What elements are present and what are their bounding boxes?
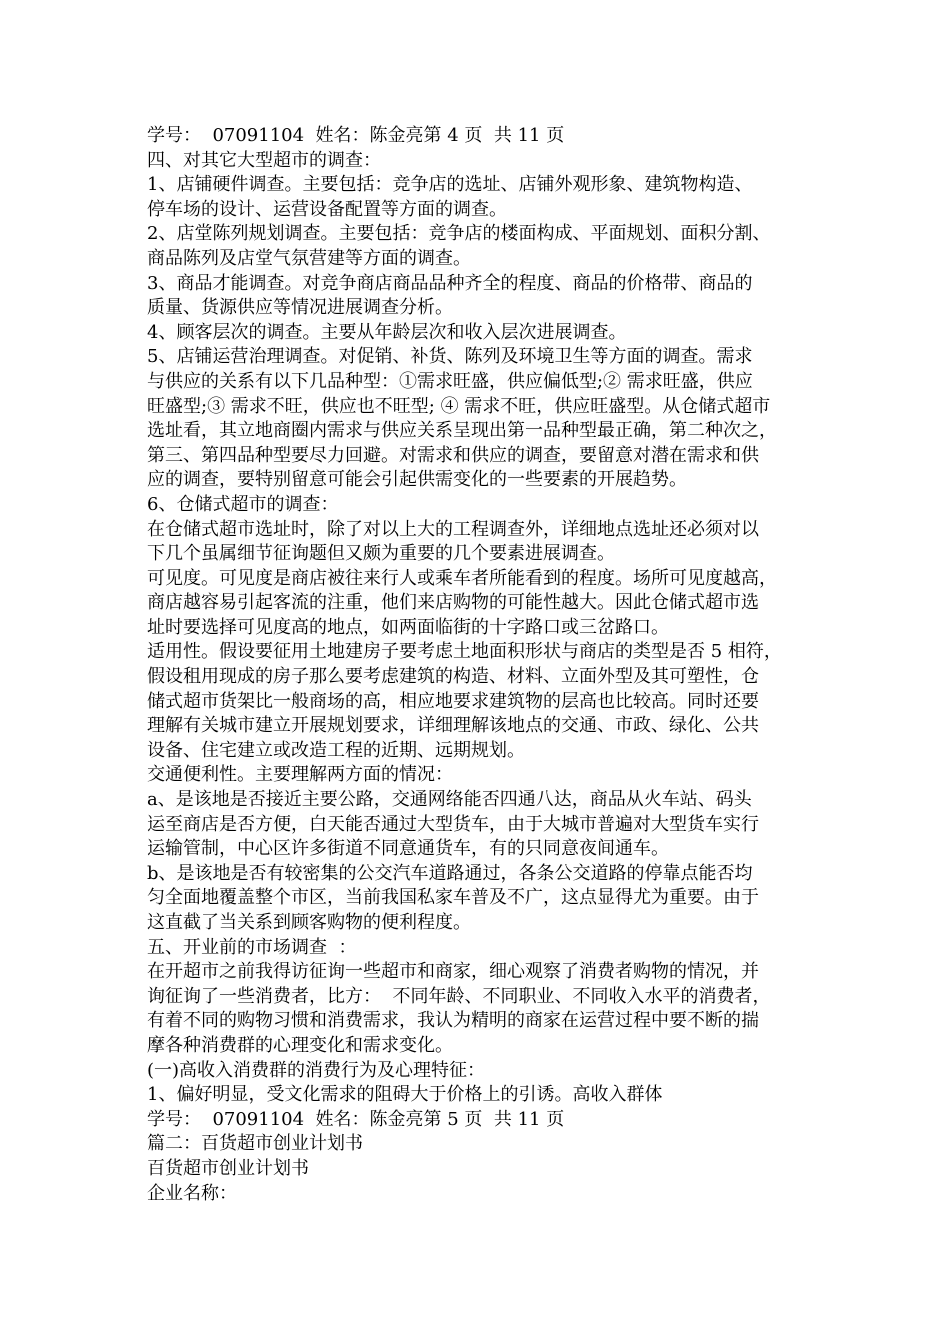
text-line: 3、商品才能调查。对竞争商店商品品种齐全的程度、商品的价格带、商品的 xyxy=(147,272,753,294)
text-line: 假设租用现成的房子那么要考虑建筑的构造、材料、立面外型及其可塑性，仓 xyxy=(147,666,759,688)
text-line: 1、偏好明显，受文化需求的阻碍大于价格上的引诱。高收入群体 xyxy=(147,1084,663,1106)
text-line: 选址看，其立地商圈内需求与供应关系呈现出第一品种型最正确，第二种次之， xyxy=(147,420,777,442)
text-line: 应的调查，要特别留意可能会引起供需变化的一些要素的开展趋势。 xyxy=(147,469,687,491)
text-line: 摩各种消费群的心理变化和需求变化。 xyxy=(147,1034,453,1056)
text-line: 2、店堂陈列规划调查。主要包括：竞争店的楼面构成、平面规划、面积分割、 xyxy=(147,223,771,245)
text-line: 质量、货源供应等情况进展调查分析。 xyxy=(147,297,453,319)
text-line: 5、店铺运营治理调查。对促销、补货、陈列及环境卫生等方面的调查。需求 xyxy=(147,346,753,368)
text-line: b、是该地是否有较密集的公交汽车道路通过，各条公交道路的停靠点能否均 xyxy=(147,862,753,884)
text-line: 篇二：百货超市创业计划书 xyxy=(147,1133,363,1155)
text-line: a、是该地是否接近主要公路，交通网络能否四通八达，商品从火车站、码头 xyxy=(147,789,752,811)
text-line: 储式超市货架比一般商场的高，相应地要求建筑物的层高也比较高。同时还要 xyxy=(147,690,759,712)
text-line: 运输管制，中心区许多街道不同意通货车，有的只同意夜间通车。 xyxy=(147,838,669,860)
text-line: 在开超市之前我得访征询一些超市和商家，细心观察了消费者购物的情况，并 xyxy=(147,961,759,983)
text-line: 询征询了一些消费者，比方： 不同年龄、不同职业、不同收入水平的消费者， xyxy=(147,985,771,1007)
text-line: 学号： 07091104 姓名：陈金亮第 4 页 共 11 页 xyxy=(147,125,565,146)
text-line: 下几个虽属细节征询题但又颇为重要的几个要素进展调查。 xyxy=(147,543,615,565)
text-line: (一)高收入消费群的消费行为及心理特征： xyxy=(147,1059,486,1081)
text-line: 这直截了当关系到顾客购物的便利程度。 xyxy=(147,912,471,933)
text-line: 有着不同的购物习惯和消费需求，我认为精明的商家在运营过程中要不断的揣 xyxy=(147,1010,759,1032)
text-line: 运至商店是否方便，白天能否通过大型货车，由于大城市普遍对大型货车实行 xyxy=(147,813,759,835)
text-line: 与供应的关系有以下几品种型：①需求旺盛，供应偏低型;② 需求旺盛，供应 xyxy=(147,370,753,392)
text-line: 适用性。假设要征用土地建房子要考虑土地面积形状与商店的类型是否 5 相符， xyxy=(147,641,782,663)
text-line: 停车场的设计、运营设备配置等方面的调查。 xyxy=(147,198,507,220)
text-line: 商店越容易引起客流的注重，他们来店购物的可能性越大。因此仓储式超市选 xyxy=(147,592,759,614)
text-line: 在仓储式超市选址时，除了对以上大的工程调查外，详细地点选址还必须对以 xyxy=(147,518,759,540)
text-line: 址时要选择可见度高的地点，如两面临街的十字路口或三岔路口。 xyxy=(147,616,669,638)
text-line: 6、仓储式超市的调查： xyxy=(147,493,339,515)
text-line: 五、开业前的市场调查 ： xyxy=(147,936,357,958)
text-line: 匀全面地覆盖整个市区，当前我国私家车普及不广，这点显得尤为重要。由于 xyxy=(147,887,759,909)
text-line: 四、对其它大型超市的调查： xyxy=(147,149,381,171)
text-line: 1、店铺硬件调查。主要包括：竞争店的选址、店铺外观形象、建筑物构造、 xyxy=(147,174,753,196)
text-line: 旺盛型;③ 需求不旺，供应也不旺型; ④ 需求不旺，供应旺盛型。从仓储式超市 xyxy=(147,395,771,417)
text-line: 交通便利性。主要理解两方面的情况： xyxy=(147,764,453,786)
text-line: 百货超市创业计划书 xyxy=(147,1157,309,1179)
text-line: 商品陈列及店堂气氛营建等方面的调查。 xyxy=(147,247,471,269)
text-line: 可见度。可见度是商店被往来行人或乘车者所能看到的程度。场所可见度越高， xyxy=(147,567,777,589)
text-line: 4、顾客层次的调查。主要从年龄层次和收入层次进展调查。 xyxy=(147,321,627,343)
document-page xyxy=(147,124,817,1206)
text-line: 企业名称： xyxy=(147,1182,237,1204)
text-line: 设备、住宅建立或改造工程的近期、远期规划。 xyxy=(147,739,525,761)
text-line: 第三、第四品种型要尽力回避。对需求和供应的调查，要留意对潜在需求和供 xyxy=(147,444,759,466)
text-line: 学号： 07091104 姓名：陈金亮第 5 页 共 11 页 xyxy=(147,1108,565,1130)
text-line: 理解有关城市建立开展规划要求，详细理解该地点的交通、市政、绿化、公共 xyxy=(147,715,759,737)
